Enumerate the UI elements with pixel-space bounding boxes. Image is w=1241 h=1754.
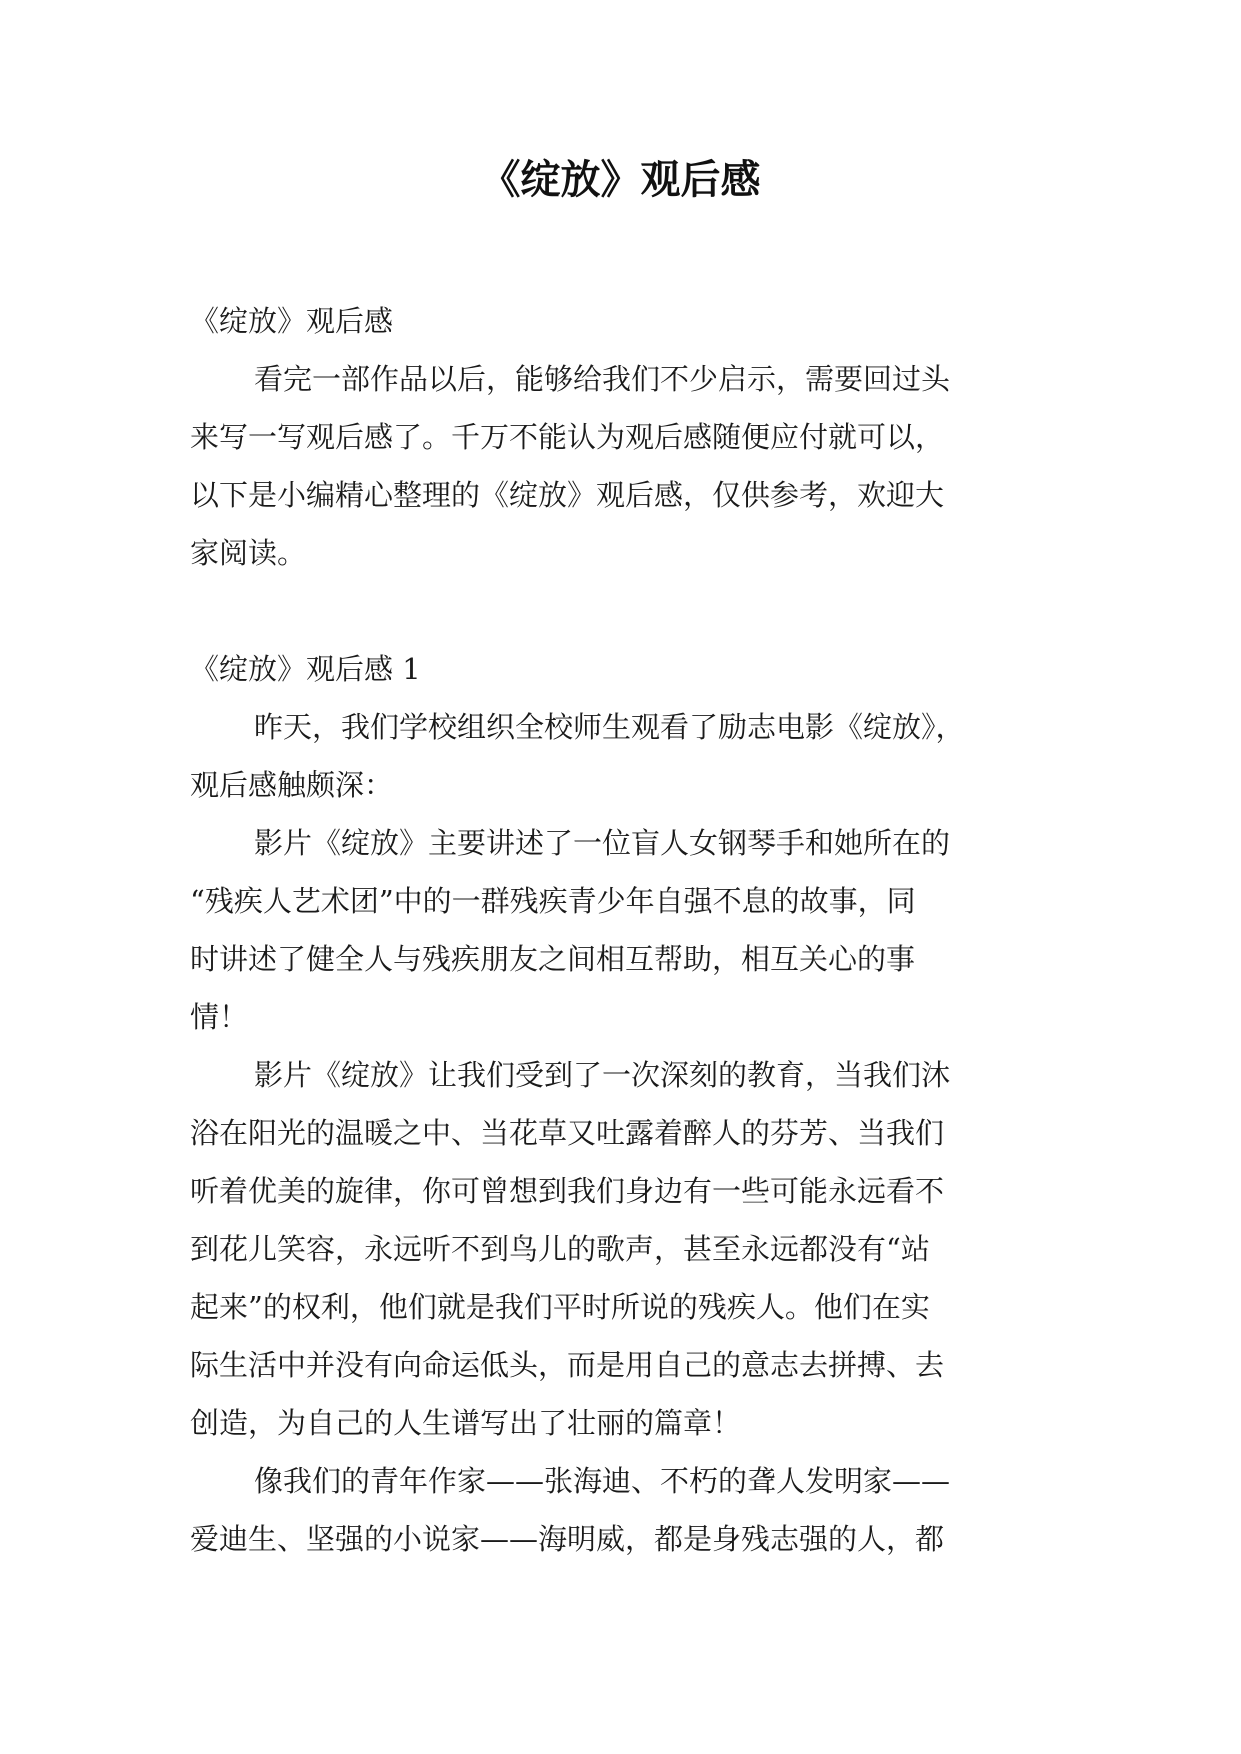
- section-heading: 《绽放》观后感 1: [190, 652, 421, 686]
- paragraph-gap: [190, 582, 1052, 640]
- text-line: 听着优美的旋律，你可曾想到我们身边有一些可能永远看不: [190, 1174, 945, 1208]
- text-line: “残疾人艺术团”中的一群残疾青少年自强不息的故事，同: [190, 884, 916, 918]
- text-line: 浴在阳光的温暖之中、当花草又吐露着醉人的芬芳、当我们: [190, 1116, 945, 1150]
- text-line: 《绽放》观后感: [190, 304, 394, 338]
- text-line: 看完一部作品以后，能够给我们不少启示，需要回过头: [254, 362, 951, 396]
- text-line: 情！: [190, 1000, 249, 1034]
- text-line: 像我们的青年作家——张海迪、不朽的聋人发明家——: [254, 1464, 951, 1498]
- text-line: 到花儿笑容，永远听不到鸟儿的歌声，甚至永远都没有“站: [190, 1232, 930, 1266]
- page-title: 《绽放》观后感: [480, 157, 761, 203]
- text-line: 爱迪生、坚强的小说家——海明威，都是身残志强的人，都: [190, 1522, 945, 1556]
- text-line: 起来”的权利，他们就是我们平时所说的残疾人。他们在实: [190, 1290, 930, 1324]
- text-line: 影片《绽放》让我们受到了一次深刻的教育，当我们沐: [254, 1058, 951, 1092]
- text-line: 以下是小编精心整理的《绽放》观后感，仅供参考，欢迎大: [190, 478, 945, 512]
- text-line: 际生活中并没有向命运低头，而是用自己的意志去拼搏、去: [190, 1348, 945, 1382]
- text-line: 时讲述了健全人与残疾朋友之间相互帮助，相互关心的事: [190, 942, 916, 976]
- text-line: 创造，为自己的人生谱写出了壮丽的篇章！: [190, 1406, 742, 1440]
- text-line: 来写一写观后感了。千万不能认为观后感随便应付就可以，: [190, 420, 945, 454]
- document-body: [190, 292, 1052, 1568]
- text-line: 影片《绽放》主要讲述了一位盲人女钢琴手和她所在的: [254, 826, 951, 860]
- text-line: 昨天，我们学校组织全校师生观看了励志电影《绽放》，: [254, 710, 965, 744]
- text-line: 观后感触颇深：: [190, 768, 394, 802]
- text-line: 家阅读。: [190, 536, 307, 570]
